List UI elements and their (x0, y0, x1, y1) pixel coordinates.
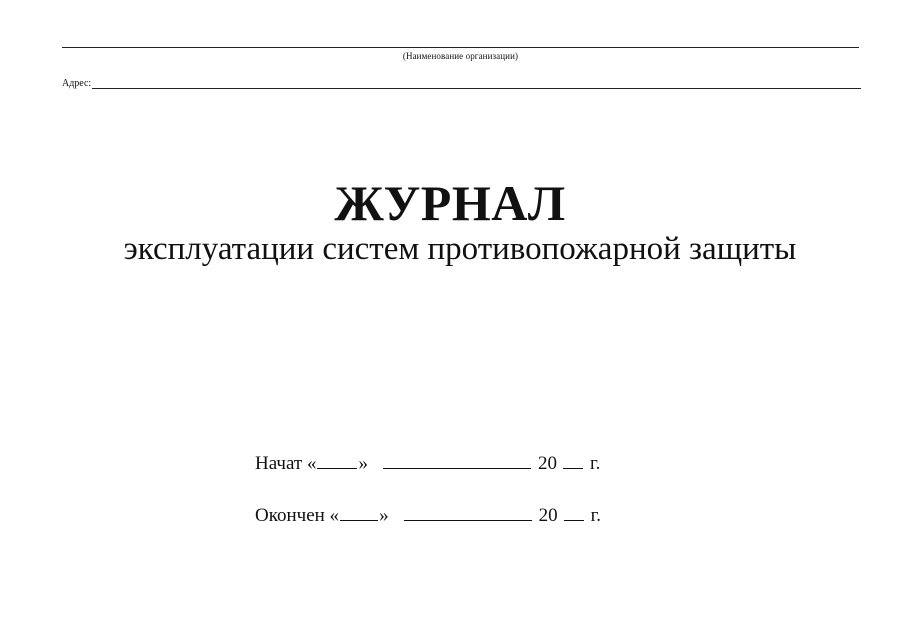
end-day-blank (340, 519, 378, 521)
start-date-label: Начат « (255, 453, 317, 474)
document-title: ЖУРНАЛ (334, 175, 566, 231)
start-year-prefix: 20 (537, 453, 557, 474)
end-month-blank (404, 519, 532, 521)
end-quote-close: » (379, 505, 389, 526)
start-month-blank (383, 467, 531, 469)
start-quote-close: » (358, 453, 368, 474)
organization-name-line (62, 47, 859, 48)
address-label: Адрес: (62, 78, 92, 89)
start-day-blank (317, 467, 357, 469)
start-year-blank (563, 467, 583, 469)
end-year-blank (564, 519, 584, 521)
end-date-row (255, 505, 601, 527)
end-year-prefix: 20 (538, 505, 558, 526)
organization-caption: (Наименование организации) (402, 51, 519, 61)
end-year-suffix: г. (590, 505, 601, 526)
start-year-suffix: г. (589, 453, 601, 474)
address-row (62, 77, 861, 89)
end-date-label: Окончен « (255, 505, 340, 526)
document-subtitle: эксплуатации систем противопожарной защиты (123, 231, 797, 267)
start-date-row (255, 453, 600, 475)
address-line (92, 78, 861, 89)
